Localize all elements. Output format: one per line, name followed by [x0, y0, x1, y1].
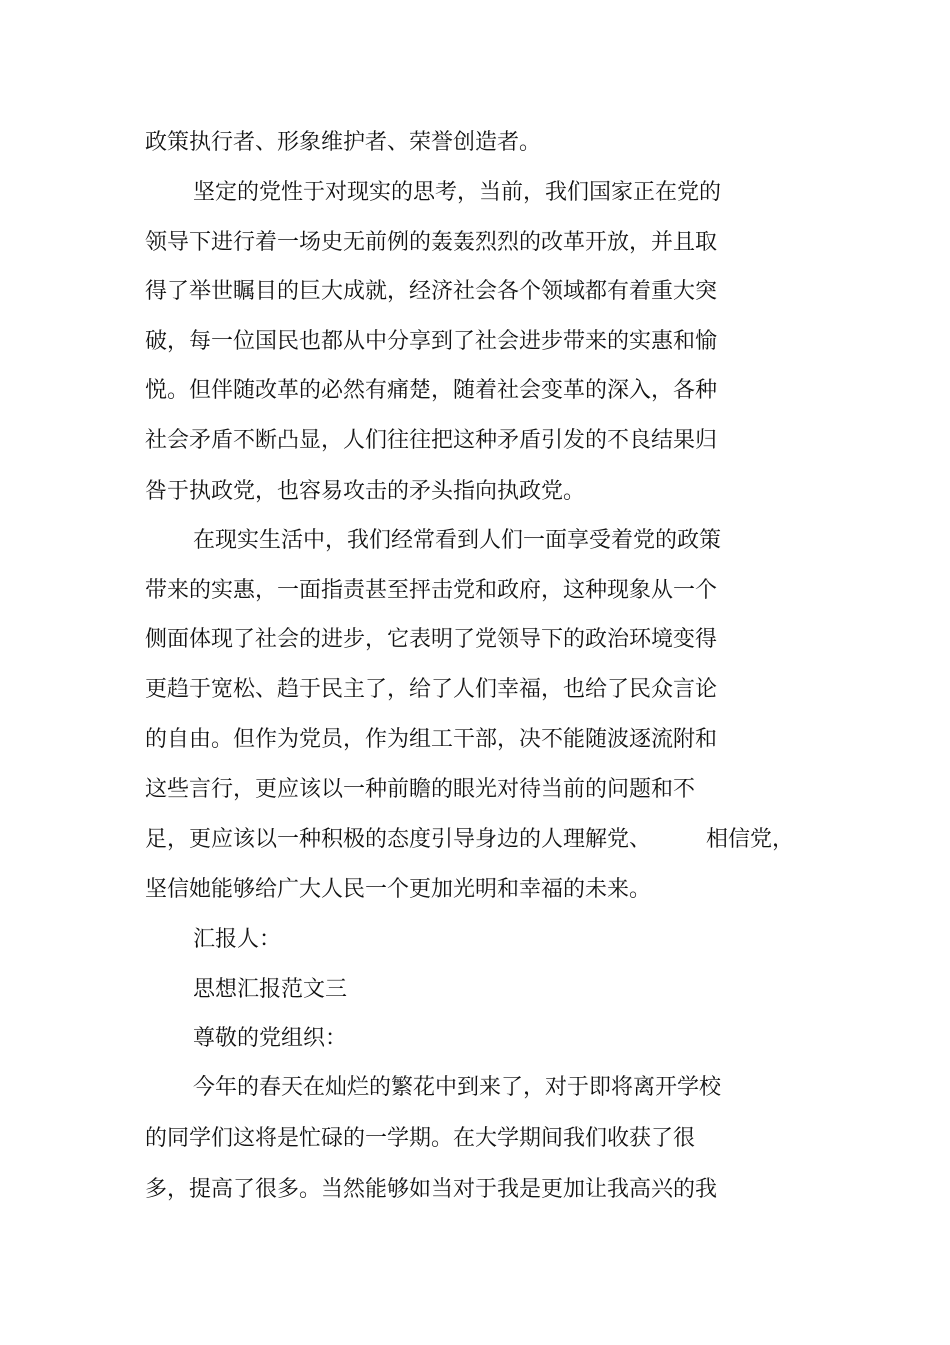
signature-label: 汇报人：: [193, 927, 282, 952]
text-line: 足，更应该以一种积极的态度引导身边的人理解党、 相信党，: [145, 827, 795, 852]
section-heading: 思想汇报范文三: [193, 977, 348, 1002]
text-line: 社会矛盾不断凸显，人们往往把这种矛盾引发的不良结果归: [145, 428, 718, 453]
text-line: 这些言行，更应该以一种前瞻的眼光对待当前的问题和不: [145, 777, 696, 802]
text-line: 咎于执政党，也容易攻击的矛头指向执政党。: [145, 479, 586, 504]
text-line: 带来的实惠，一面指责甚至抨击党和政府，这种现象从一个: [145, 578, 718, 603]
text-line: 政策执行者、形象维护者、荣誉创造者。: [145, 130, 542, 155]
text-line: 悦。但伴随改革的必然有痛楚，随着社会变革的深入，各种: [145, 378, 718, 403]
text-line: 的同学们这将是忙碌的一学期。在大学期间我们收获了很: [145, 1126, 696, 1151]
salutation: 尊敬的党组织：: [193, 1026, 348, 1051]
text-line: 破，每一位国民也都从中分享到了社会进步带来的实惠和愉: [145, 329, 718, 354]
text-line: 坚信她能够给广大人民一个更加光明和幸福的未来。: [145, 877, 652, 902]
text-line: 领导下进行着一场史无前例的轰轰烈烈的改革开放，并且取: [145, 230, 718, 255]
paragraph-first-line: 今年的春天在灿烂的繁花中到来了，对于即将离开学校: [193, 1075, 722, 1100]
text-line: 侧面体现了社会的进步，它表明了党领导下的政治环境变得: [145, 627, 718, 652]
text-line: 多，提高了很多。当然能够如当对于我是更加让我高兴的我: [145, 1177, 718, 1202]
paragraph-first-line: 坚定的党性于对现实的思考，当前，我们国家正在党的: [193, 180, 722, 205]
text-line: 更趋于宽松、趋于民主了，给了人们幸福，也给了民众言论: [145, 677, 718, 702]
paragraph-first-line: 在现实生活中，我们经常看到人们一面享受着党的政策: [193, 528, 722, 553]
text-line: 的自由。但作为党员，作为组工干部，决不能随波逐流附和: [145, 727, 718, 752]
text-line: 得了举世瞩目的巨大成就，经济社会各个领域都有着重大突: [145, 279, 718, 304]
